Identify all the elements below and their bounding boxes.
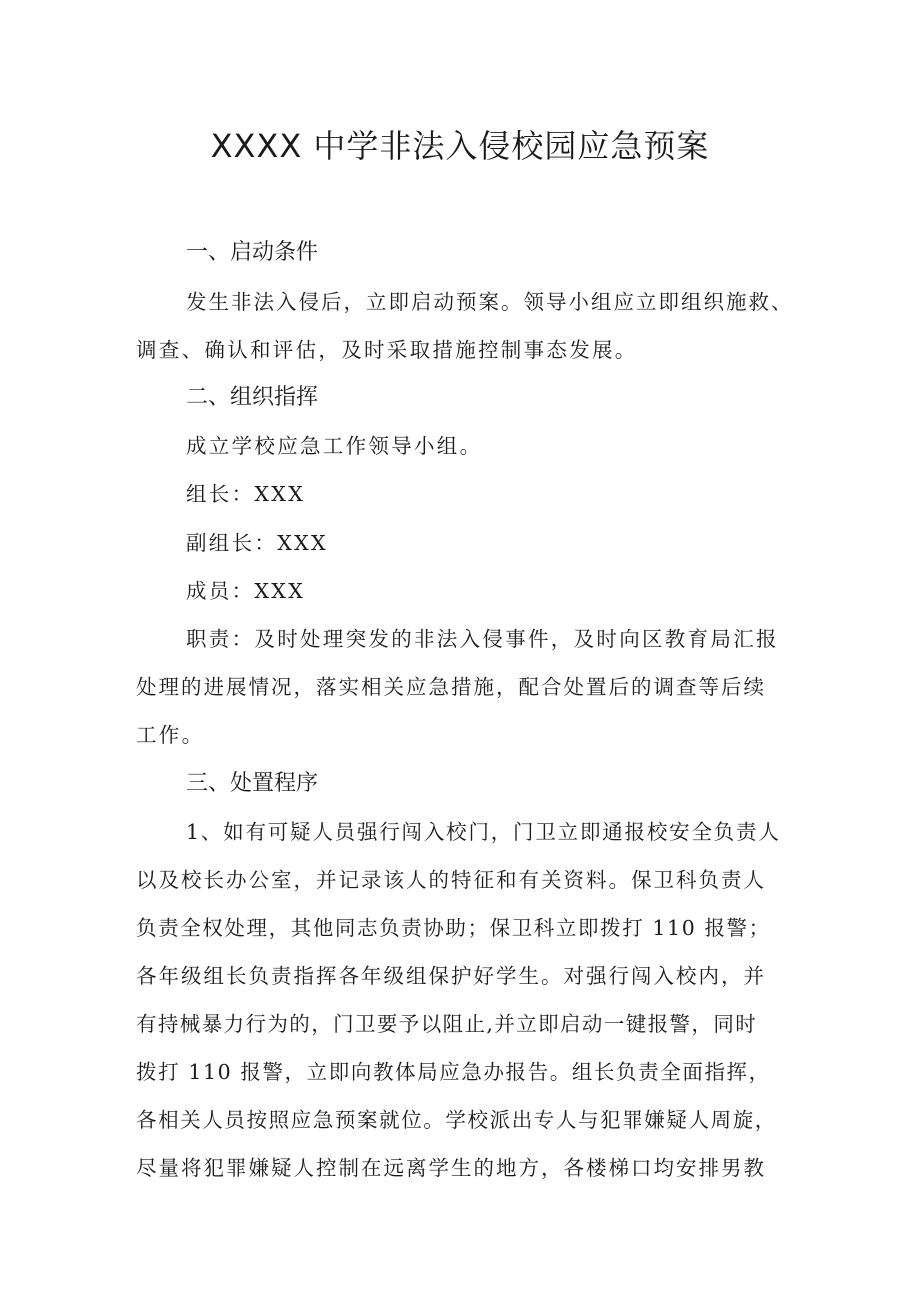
- paragraph-line: 调查、确认和评估，及时采取措施控制事态发展。: [136, 338, 638, 362]
- members-line: 成员：XXX: [186, 579, 306, 603]
- document-title: XXXX 中学非法入侵校园应急预案: [210, 127, 710, 165]
- section-heading-handling-procedure: 三、处置程序: [186, 771, 319, 796]
- section-heading-start-conditions: 一、启动条件: [186, 240, 319, 265]
- paragraph-line: 发生非法入侵后，立即启动预案。领导小组应立即组织施救、: [186, 290, 794, 314]
- paragraph-line: 工作。: [136, 723, 205, 747]
- paragraph-line: 各年级组长负责指挥各年级组保护好学生。对强行闯入校内，并: [136, 964, 766, 988]
- paragraph-line: 各相关人员按照应急预案就位。学校派出专人与犯罪嫌疑人周旋，: [136, 1108, 777, 1132]
- paragraph-line: 拨打 110 报警，立即向教体局应急办报告。组长负责全面指挥，: [136, 1060, 771, 1084]
- paragraph-line: 以及校长办公室，并记录该人的特征和有关资料。保卫科负责人: [136, 868, 766, 892]
- section-heading-organization-command: 二、组织指挥: [186, 385, 319, 410]
- paragraph-line: 1、如有可疑人员强行闯入校门，门卫立即通报校安全负责人: [186, 820, 781, 844]
- paragraph-line: 职责：及时处理突发的非法入侵事件，及时向区教育局汇报: [186, 627, 779, 651]
- paragraph-line: 成立学校应急工作领导小组。: [186, 434, 483, 458]
- team-leader-line: 组长：XXX: [186, 482, 306, 506]
- paragraph-line: 尽量将犯罪嫌疑人控制在远离学生的地方，各楼梯口均安排男教: [136, 1156, 766, 1180]
- paragraph-line: 负责全权处理，其他同志负责协助；保卫科立即拨打 110 报警；: [136, 916, 771, 940]
- paragraph-line: 处理的进展情况，落实相关应急措施，配合处置后的调查等后续: [136, 675, 766, 699]
- deputy-leader-line: 副组长：XXX: [186, 531, 328, 555]
- paragraph-line: 有持械暴力行为的，门卫要予以阻止,并立即启动一键报警，同时: [136, 1012, 758, 1036]
